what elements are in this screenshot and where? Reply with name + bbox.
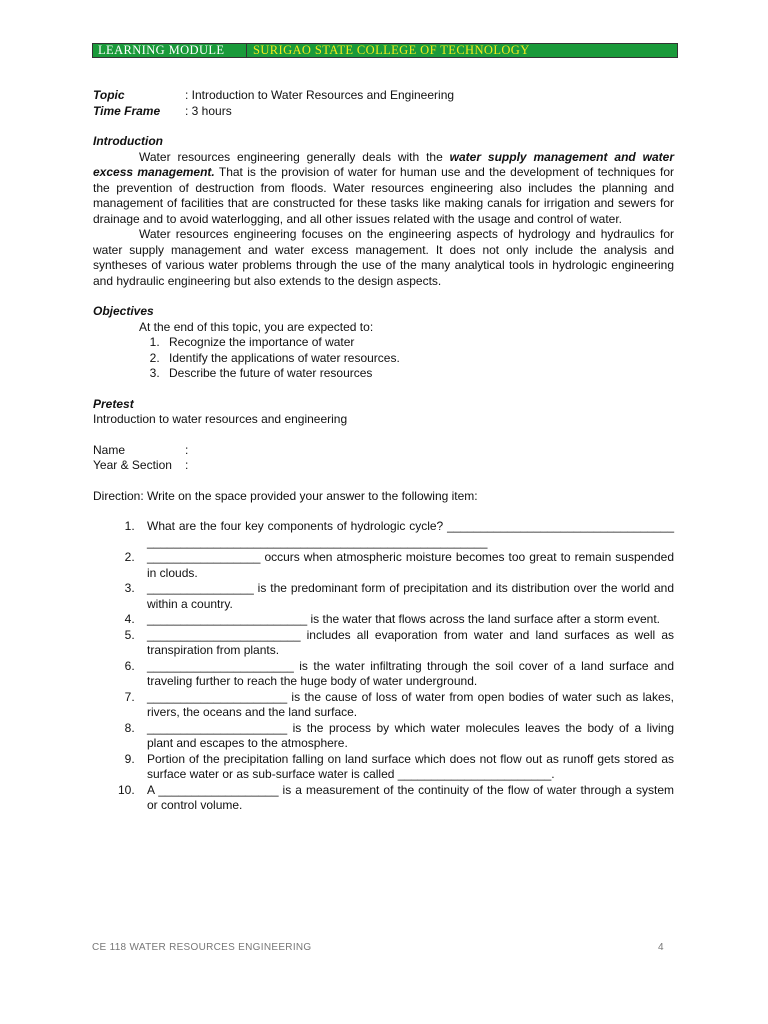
introduction-paragraph-1 — [93, 150, 674, 228]
pretest-heading: Pretest — [93, 396, 134, 411]
footer-course: CE 118 WATER RESOURCES ENGINEERING — [92, 942, 312, 953]
objective-item-1: 1. Recognize the importance of water — [163, 335, 674, 351]
topic-row — [93, 88, 674, 104]
question-item: 2. _________________ occurs when atmospheric moisture becomes too great to remain suspended in clouds. — [138, 550, 674, 581]
topic-value: : Introduction to Water Resources and Engineering — [185, 88, 455, 102]
page-number: 4 — [658, 942, 664, 953]
name-label: Name — [93, 442, 126, 457]
timeframe-value: : 3 hours — [185, 103, 232, 118]
question-item: 7. _____________________ is the cause of loss of water from open bodies of water such as lakes, rivers, the oceans and the land surface. — [138, 690, 674, 721]
question-item: 9. Portion of the precipitation falling on land surface which does not flow out as runoff gets stored as surface water or as sub-surface water is called _______________________. — [138, 752, 674, 783]
year-section-label: Year & Section — [93, 458, 172, 472]
question-item: 3. ________________ is the predominant form of precipitation and its distribution over the world and within a country. — [138, 581, 674, 612]
intro-p1-lead: Water resources engineering generally deals with the — [139, 149, 450, 164]
timeframe-label: Time Frame — [93, 103, 161, 118]
question-item: 1. What are the four key components of hydrologic cycle? _____________________________________________________________________________________ — [138, 519, 674, 550]
year-section-field[interactable] — [93, 458, 674, 474]
pretest-questions — [93, 519, 674, 814]
intro-p1-rest: That is the provision of water for human use and the development of techniques for the prevention of destruction from floods. Water resources engineering also includes the planning and management of facilities that are constructed for these tasks like making canals for irrigation and sewers for drainage and to avoid waterlogging, and all other issues related with the usage and control of water. — [93, 165, 674, 226]
year-section-colon: : — [185, 458, 189, 472]
name-field[interactable] — [93, 443, 674, 459]
question-item: 6. ______________________ is the water infiltrating through the soil cover of a land surface and traveling further to reach the huge body of water underground. — [138, 659, 674, 690]
page-content — [93, 88, 674, 814]
school-name: SURIGAO STATE COLLEGE OF TECHNOLOGY — [247, 44, 677, 57]
objective-item-2: 2. Identify the applications of water resources. — [163, 351, 674, 367]
module-header — [92, 43, 678, 58]
question-item: 5. _______________________ includes all evaporation from water and land surfaces as well as transpiration from plants. — [138, 628, 674, 659]
question-item: 10. A __________________ is a measurement of the continuity of the flow of water through a system or control volume. — [138, 783, 674, 814]
direction-text: Direction: Write on the space provided your answer to the following item: — [93, 488, 478, 503]
topic-label: Topic — [93, 88, 125, 102]
objectives-list — [93, 335, 674, 382]
objectives-intro: At the end of this topic, you are expected to: — [139, 319, 374, 334]
objective-item-3: 3. Describe the future of water resources — [163, 366, 674, 382]
introduction-paragraph-2: Water resources engineering focuses on the engineering aspects of hydrology and hydraulics for water supply management and water excess management. It does not only include the analysis and syntheses of various water problems through the use of the many analytical tools in hydrologic engineering and hydraulic engineering but also extends to the design aspects. — [93, 227, 674, 288]
pretest-subtitle: Introduction to water resources and engineering — [93, 412, 348, 426]
question-item: 4. ________________________ is the water that flows across the land surface after a storm event. — [138, 612, 674, 628]
introduction-heading: Introduction — [93, 134, 163, 148]
module-label: LEARNING MODULE — [93, 44, 247, 57]
question-item: 8. _____________________ is the process by which water molecules leaves the body of a living plant and escapes to the atmosphere. — [138, 721, 674, 752]
objectives-heading: Objectives — [93, 304, 154, 318]
name-colon: : — [185, 442, 189, 457]
intro-p1-emphasis: water supply management and water excess management. — [93, 149, 674, 179]
timeframe-row — [93, 104, 674, 120]
